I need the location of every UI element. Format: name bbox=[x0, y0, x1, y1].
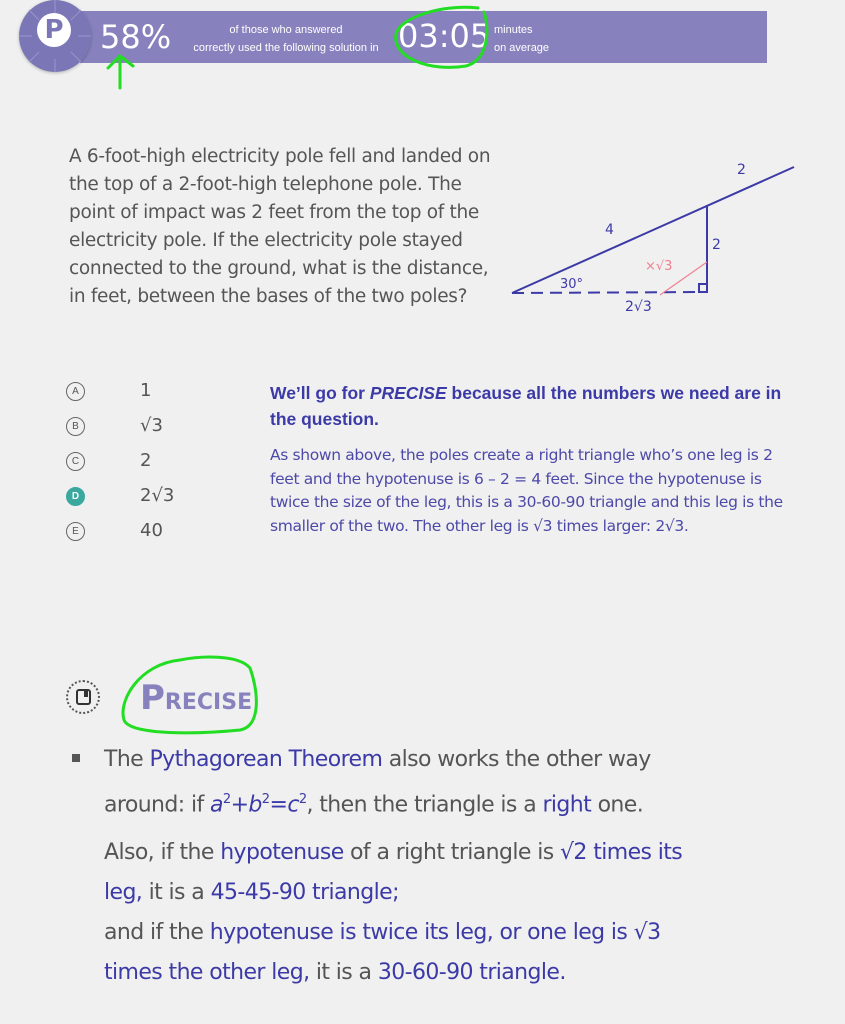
choice-value: 40 bbox=[140, 520, 163, 541]
title-first: P bbox=[140, 678, 165, 718]
choice-value: √3 bbox=[140, 415, 163, 436]
label-multiplier: ×√3 bbox=[645, 259, 673, 274]
choice-letter-selected[interactable]: D bbox=[66, 487, 85, 506]
heading-emphasis: PRECISE bbox=[369, 383, 447, 403]
title-rest: RECISE bbox=[164, 690, 253, 715]
badge-letter: P bbox=[37, 13, 71, 47]
choice-a[interactable] bbox=[66, 378, 246, 413]
strategy-notes bbox=[104, 740, 724, 993]
choice-letter[interactable]: C bbox=[66, 452, 85, 471]
explanation-body: As shown above, the poles create a right triangle who’s one leg is 2 feet and the hypotenuse is 6 – 2 = 4 feet. Since the hypotenuse is twice the size of the leg, this is a 30-60-90 triangle and this leg is the smaller of the two. The other leg is √3 times larger: 2√3. bbox=[270, 446, 783, 535]
note-45-45-90: Also, if the hypotenuse of a right triangle is √2 times its leg, it is a 45-45-90 triangle; bbox=[104, 840, 683, 906]
strategy-title bbox=[140, 678, 252, 718]
choice-value: 2√3 bbox=[140, 485, 175, 506]
circle-time-annotation bbox=[396, 7, 487, 67]
unit-line2: on average bbox=[494, 42, 550, 54]
note-30-60-90: and if the hypotenuse is twice its leg, or one leg is √3 times the other leg, it is a 30-60-90 triangle. bbox=[104, 920, 661, 986]
label-base: 2√3 bbox=[625, 299, 652, 315]
average-time: 03:05 bbox=[398, 17, 491, 55]
label-angle: 30° bbox=[560, 277, 584, 292]
choice-value: 1 bbox=[140, 380, 152, 401]
banner-line1: of those who answered bbox=[229, 24, 343, 36]
explanation-heading bbox=[270, 380, 795, 432]
choice-b[interactable] bbox=[66, 413, 246, 448]
choice-letter[interactable]: E bbox=[66, 522, 85, 541]
label-hypotenuse: 4 bbox=[605, 222, 614, 238]
choice-c[interactable] bbox=[66, 448, 246, 483]
choice-letter[interactable]: A bbox=[66, 382, 85, 401]
label-top: 2 bbox=[737, 162, 746, 178]
choice-d[interactable] bbox=[66, 483, 246, 518]
question-text: A 6-foot-high electricity pole fell and landed on the top of a 2-foot-high telephone pole. The point of impact was 2 feet from the top of the electricity pole. If the electricity pole stayed connected to the ground, what is the distance, in feet, between the bases of the two poles? bbox=[69, 146, 491, 307]
banner-line2: correctly used the following solution in bbox=[193, 42, 379, 54]
triangle-diagram bbox=[505, 150, 825, 330]
label-leg: 2 bbox=[712, 237, 721, 253]
heading-post: because all the numbers we need are in the question. bbox=[270, 383, 782, 429]
arrow-annotation-icon bbox=[108, 56, 133, 88]
note-pythagorean: The Pythagorean Theorem also works the other way around: if $a^2+b^2=c^2$, then the triangle is a right one. bbox=[104, 747, 651, 818]
answer-choices bbox=[66, 378, 246, 553]
heading-pre: We’ll go for bbox=[270, 383, 370, 403]
choice-e[interactable] bbox=[66, 518, 246, 553]
choice-value: 2 bbox=[140, 450, 152, 471]
bullet-icon bbox=[72, 754, 80, 762]
notebook-icon bbox=[66, 680, 100, 714]
unit-line1: minutes bbox=[494, 24, 533, 36]
percent-value: 58% bbox=[100, 18, 172, 56]
choice-letter[interactable]: B bbox=[66, 417, 85, 436]
